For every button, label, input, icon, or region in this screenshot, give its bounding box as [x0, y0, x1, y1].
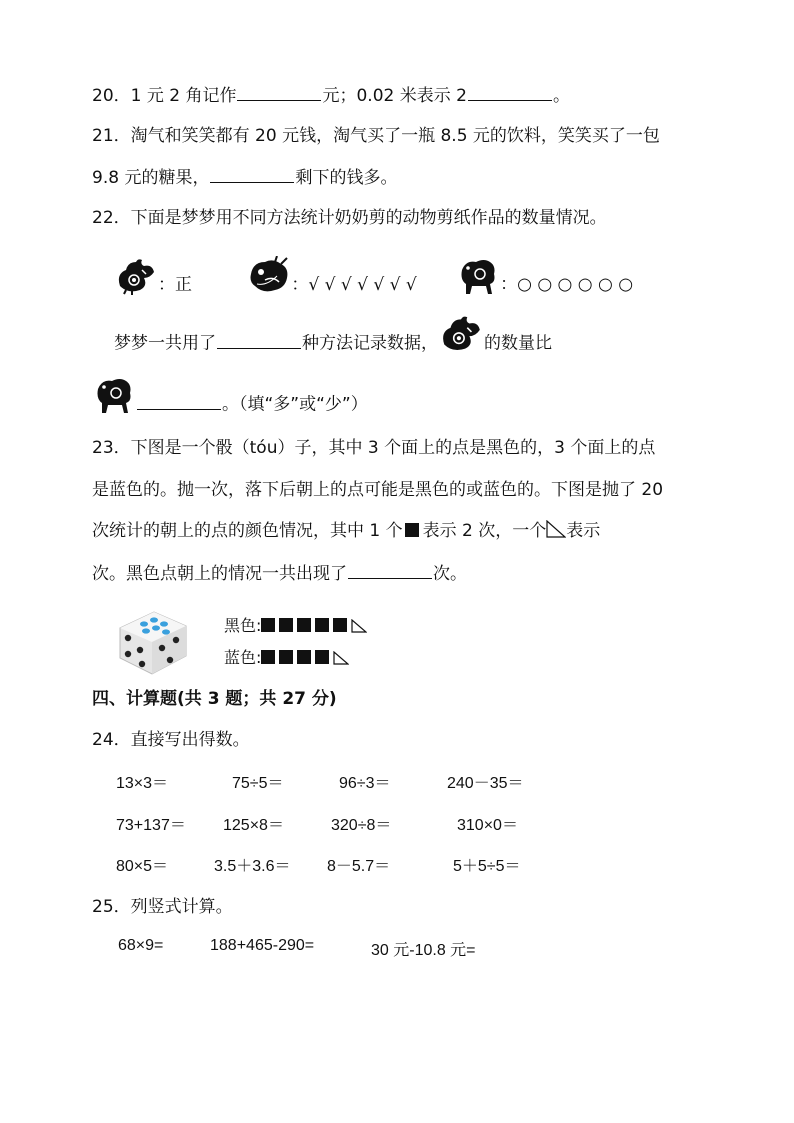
black-square-icon — [315, 618, 329, 632]
calc-item: 310×0＝ — [457, 817, 518, 834]
rooster-tally-text: ：正 — [158, 274, 192, 295]
q20-text-c: 。 — [552, 86, 570, 106]
black-square-icon — [261, 650, 275, 664]
q21-text-a: 9.8 元的糖果， — [92, 168, 210, 188]
calc-item: 96÷3＝ — [339, 775, 391, 792]
black-square-icon — [315, 650, 329, 664]
vertical-calc-item: 30 元-10.8 元= — [371, 942, 476, 959]
question-23-line-3 — [92, 519, 600, 545]
calc-item: 3.5＋3.6＝ — [214, 858, 291, 875]
horse-paper-cut-icon — [456, 256, 500, 313]
black-square-icon — [279, 650, 293, 664]
calc-item: 240－35＝ — [447, 775, 524, 792]
q23-text-4b: 次。 — [433, 564, 467, 584]
black-square-icon — [297, 650, 311, 664]
q22-question-line-1 — [114, 312, 552, 375]
dragon-paper-cut-icon — [247, 256, 291, 313]
calc-item: 13×3＝ — [116, 775, 169, 792]
q20-text-a: 20．1 元 2 角记作 — [92, 86, 237, 106]
q22-text-2: 。（填“多”或“少”） — [222, 394, 368, 415]
q22-tally-row — [114, 256, 633, 313]
question-23-line-4 — [92, 562, 467, 586]
question-21-line-2 — [92, 166, 397, 190]
q23-line-1: 23．下图是一个骰（tóu）子，其中 3 个面上的点是黑色的，3 个面上的点 — [92, 438, 656, 458]
q23-blank[interactable] — [348, 562, 432, 579]
q25-title: 25．列竖式计算。 — [92, 897, 233, 917]
q22-text-1a: 梦梦一共用了 — [114, 333, 216, 354]
vertical-calc-item: 68×9= — [118, 937, 164, 954]
q22-title: 22．下面是梦梦用不同方法统计奶奶剪的动物剪纸作品的数量情况。 — [92, 208, 607, 228]
right-triangle-icon — [546, 520, 566, 545]
rooster-paper-cut-icon — [438, 312, 484, 375]
dice-icon — [114, 604, 190, 680]
black-square-icon — [333, 618, 347, 632]
q23-text-3a: 次统计的朝上的点的颜色情况，其中 1 个 — [92, 521, 403, 541]
q23-text-3b: 表示 2 次，一个 — [422, 521, 547, 541]
black-square-icon — [279, 618, 293, 632]
question-20 — [92, 84, 570, 108]
q20-blank-1[interactable] — [237, 84, 321, 101]
q21-text-b: 剩下的钱多。 — [295, 168, 398, 188]
calc-item: 8－5.7＝ — [327, 858, 391, 875]
q22-text-1c: 的数量比 — [484, 333, 552, 354]
q24-title: 24．直接写出得数。 — [92, 730, 250, 750]
blue-squares — [261, 648, 333, 667]
q21-line-1: 21．淘气和笑笑都有 20 元钱，淘气买了一瓶 8.5 元的饮料，笑笑买了一包 — [92, 126, 660, 146]
horse-tally-text: ：○ ○ ○ ○ ○ ○ — [500, 274, 634, 295]
horse-paper-cut-icon — [92, 374, 136, 435]
q22-blank-2[interactable] — [137, 393, 221, 410]
blue-label: 蓝色: — [224, 648, 262, 667]
calc-item: 75÷5＝ — [232, 775, 284, 792]
vertical-calc-item: 188+465-290= — [210, 937, 315, 954]
q22-blank-1[interactable] — [217, 332, 301, 349]
right-triangle-icon — [333, 648, 349, 672]
calc-item: 80×5＝ — [116, 858, 169, 875]
black-square-icon — [261, 618, 275, 632]
q23-text-3c: 表示 — [566, 521, 601, 541]
calc-item: 320÷8＝ — [331, 817, 392, 834]
q23-text-4a: 次。黑色点朝上的情况一共出现了 — [92, 564, 347, 584]
black-label: 黑色: — [224, 616, 262, 635]
q20-text-b: 元；0.02 米表示 2 — [322, 86, 467, 106]
dragon-tally-text: ：√ √ √ √ √ √ √ — [291, 274, 417, 295]
q22-text-1b: 种方法记录数据， — [302, 333, 438, 354]
black-square-icon — [405, 523, 419, 537]
rooster-paper-cut-icon — [114, 256, 158, 313]
calc-item: 125×8＝ — [223, 817, 284, 834]
calc-item: 5＋5÷5＝ — [453, 858, 521, 875]
q23-line-2: 是蓝色的。抛一次，落下后朝上的点可能是黑色的或蓝色的。下图是抛了 20 — [92, 480, 664, 500]
black-tally-row — [224, 614, 367, 640]
section-4-title: 四、计算题(共 3 题；共 27 分) — [92, 689, 337, 709]
q22-question-line-2 — [92, 374, 368, 435]
black-squares — [261, 616, 351, 635]
q20-blank-2[interactable] — [468, 84, 552, 101]
right-triangle-icon — [351, 616, 367, 640]
calc-item: 73+137＝ — [116, 817, 186, 834]
q21-blank[interactable] — [210, 166, 294, 183]
black-square-icon — [297, 618, 311, 632]
blue-tally-row — [224, 646, 349, 672]
